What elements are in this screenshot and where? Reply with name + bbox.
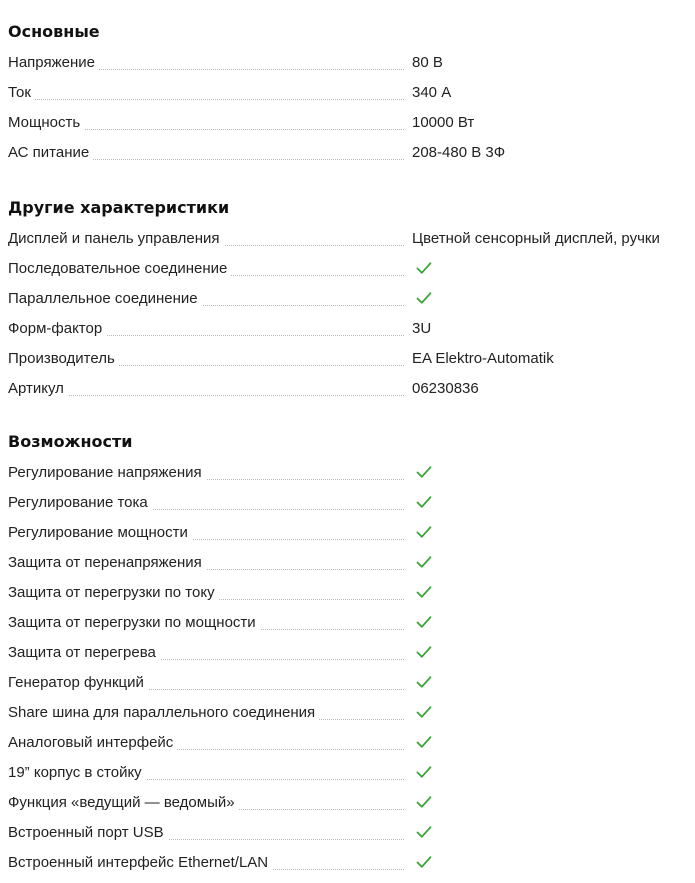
check-icon xyxy=(416,495,432,509)
section-other xyxy=(8,196,695,403)
spec-label: АС питание xyxy=(8,144,93,161)
section-title: Основные xyxy=(8,22,100,41)
spec-label: Аналоговый интерфейс xyxy=(8,734,177,751)
spec-row xyxy=(8,787,695,817)
spec-row xyxy=(8,817,695,847)
dotted-leader xyxy=(8,99,404,100)
spec-label: Share шина для параллельного соединения xyxy=(8,704,319,721)
spec-row xyxy=(8,343,695,373)
spec-row xyxy=(8,373,695,403)
spec-row xyxy=(8,313,695,343)
check-icon xyxy=(416,735,432,749)
spec-label: Встроенный интерфейс Ethernet/LAN xyxy=(8,854,272,871)
check-icon xyxy=(416,555,432,569)
section-title: Возможности xyxy=(8,432,133,451)
spec-value: 06230836 xyxy=(412,379,479,397)
spec-row xyxy=(8,607,695,637)
check-icon xyxy=(416,525,432,539)
spec-row xyxy=(8,727,695,757)
spec-value: 340 А xyxy=(412,83,452,101)
spec-label: Защита от перегрузки по мощности xyxy=(8,614,260,631)
spec-label: Параллельное соединение xyxy=(8,290,202,307)
check-icon xyxy=(416,585,432,599)
check-icon xyxy=(416,645,432,659)
spec-row xyxy=(8,637,695,667)
spec-label: Дисплей и панель управления xyxy=(8,230,224,247)
spec-row xyxy=(8,47,695,77)
spec-row xyxy=(8,697,695,727)
check-icon xyxy=(416,705,432,719)
spec-row xyxy=(8,517,695,547)
spec-label: Форм-фактор xyxy=(8,320,106,337)
spec-label: Ток xyxy=(8,84,35,101)
spec-label: Функция «ведущий — ведомый» xyxy=(8,794,239,811)
spec-label: Регулирование мощности xyxy=(8,524,192,541)
spec-label: Последовательное соединение xyxy=(8,260,231,277)
spec-row xyxy=(8,547,695,577)
spec-value: Цветной сенсорный дисплей, ручки xyxy=(412,229,660,247)
spec-row xyxy=(8,487,695,517)
spec-row xyxy=(8,137,695,167)
spec-row xyxy=(8,77,695,107)
spec-label: Мощность xyxy=(8,114,84,131)
check-icon xyxy=(416,855,432,869)
spec-row xyxy=(8,667,695,697)
section-title: Другие характеристики xyxy=(8,198,230,217)
spec-row xyxy=(8,457,695,487)
check-icon xyxy=(416,261,432,275)
spec-row xyxy=(8,757,695,787)
spec-label: Напряжение xyxy=(8,54,99,71)
spec-label: Защита от перенапряжения xyxy=(8,554,206,571)
spec-label: Защита от перегрузки по току xyxy=(8,584,219,601)
check-icon xyxy=(416,615,432,629)
spec-label: Артикул xyxy=(8,380,68,397)
spec-row xyxy=(8,253,695,283)
section-main xyxy=(8,20,695,167)
spec-value: EA Elektro-Automatik xyxy=(412,349,554,367)
spec-label: 19” корпус в стойку xyxy=(8,764,146,781)
spec-label: Генератор функций xyxy=(8,674,148,691)
spec-label: Регулирование напряжения xyxy=(8,464,206,481)
check-icon xyxy=(416,291,432,305)
check-icon xyxy=(416,465,432,479)
spec-row xyxy=(8,283,695,313)
spec-row xyxy=(8,847,695,877)
spec-value: 10000 Вт xyxy=(412,113,475,131)
check-icon xyxy=(416,675,432,689)
spec-value: 3U xyxy=(412,319,432,337)
spec-label: Защита от перегрева xyxy=(8,644,160,661)
check-icon xyxy=(416,765,432,779)
check-icon xyxy=(416,825,432,839)
spec-row xyxy=(8,223,695,253)
spec-label: Производитель xyxy=(8,350,119,367)
spec-value: 80 В xyxy=(412,53,443,71)
section-features xyxy=(8,430,695,877)
spec-value: 208-480 В 3Ф xyxy=(412,143,506,161)
spec-label: Встроенный порт USB xyxy=(8,824,168,841)
spec-row xyxy=(8,577,695,607)
spec-row xyxy=(8,107,695,137)
spec-label: Регулирование тока xyxy=(8,494,152,511)
check-icon xyxy=(416,795,432,809)
